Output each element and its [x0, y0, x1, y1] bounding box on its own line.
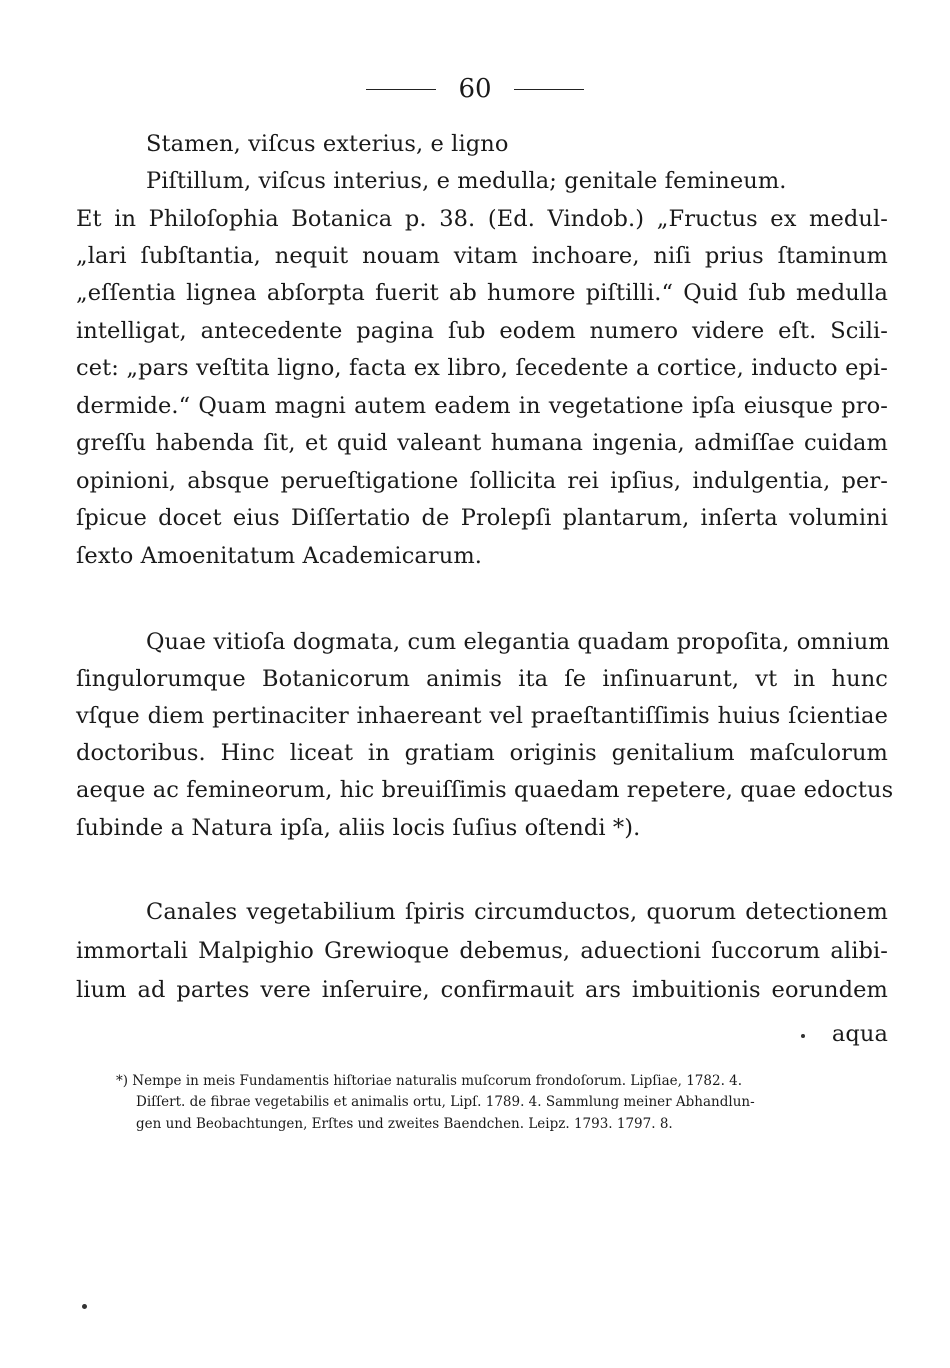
text-line-1: Stamen, viſcus exterius, e ligno	[146, 131, 509, 157]
footnote-line-3: gen und Beobachtungen, Erſtes und zweites Baendchen. Leipz. 1793. 1797. 8.	[136, 1116, 673, 1132]
text-line-11: ſpicue docet eius Diſſertatio de Prolepſi plantarum, inſerta volumini	[76, 505, 888, 531]
catchword: aqua	[831, 1021, 888, 1047]
text-line-9: greſſu habenda ſit, et quid valeant humana ingenia, admiſſae cuidam	[76, 430, 888, 456]
text-line-19: Canales vegetabilium ſpiris circumductos, quorum detectionem	[146, 899, 888, 925]
footnote-line-1: *) Nempe in meis Fundamentis hiſtoriae naturalis muſcorum frondoſorum. Lipſiae, 1782. 4.	[116, 1073, 743, 1089]
text-line-20: immortali Malpighio Grewioque debemus, aduectioni ſuccorum alibi-	[76, 938, 888, 964]
text-line-15: vſque diem pertinaciter inhaereant vel praeſtantiſſimis huius ſcientiae	[76, 703, 888, 729]
text-line-12: ſexto Amoenitatum Academicarum.	[76, 543, 483, 569]
text-line-13: Quae vitioſa dogmata, cum elegantia quadam propoſita, omnium	[146, 629, 890, 655]
text-line-7: cet: „pars veſtita ligno, facta ex libro, ſecedente a cortice, inducto epi-	[76, 355, 888, 381]
text-line-21: lium ad partes vere inſeruire, confirmauit ars imbuitionis eorundem	[76, 977, 888, 1003]
text-line-4: „lari ſubſtantia, nequit nouam vitam inchoare, niſi prius ſtaminum	[76, 243, 888, 269]
header-rule-right	[514, 89, 584, 90]
paper-speck	[82, 1304, 87, 1309]
text-line-6: intelligat, antecedente pagina ſub eodem numero videre eſt. Scili-	[76, 318, 888, 344]
text-line-14: ſingulorumque Botanicorum animis ita ſe inſinuarunt, vt in hunc	[76, 666, 888, 692]
header-rule-left	[366, 89, 436, 90]
text-line-5: „eſſentia lignea abſorpta fuerit ab humore piſtilli.“ Quid ſub medulla	[76, 280, 888, 306]
paper-speck	[801, 1034, 805, 1038]
text-line-2: Piſtillum, viſcus interius, e medulla; genitale femineum.	[146, 168, 787, 194]
text-line-18: ſubinde a Natura ipſa, aliis locis ſuſius oſtendi *).	[76, 815, 641, 841]
footnote-line-2: Diſſert. de fibrae vegetabilis et animalis ortu, Lipſ. 1789. 4. Sammlung meiner Abhandlun-	[136, 1094, 755, 1110]
text-line-3: Et in Philoſophia Botanica p. 38. (Ed. Vindob.) „Fructus ex medul-	[76, 206, 888, 232]
text-line-16: doctoribus. Hinc liceat in gratiam originis genitalium maſculorum	[76, 740, 888, 766]
page-number: 60	[458, 74, 492, 104]
text-line-10: opinioni, absque perueſtigatione ſollicita rei ipſius, indulgentia, per-	[76, 468, 888, 494]
text-line-17: aeque ac femineorum, hic breuiſſimis quaedam repetere, quae edoctus	[76, 777, 894, 803]
page-header	[0, 74, 950, 104]
text-line-8: dermide.“ Quam magni autem eadem in vegetatione ipſa eiusque pro-	[76, 393, 888, 419]
